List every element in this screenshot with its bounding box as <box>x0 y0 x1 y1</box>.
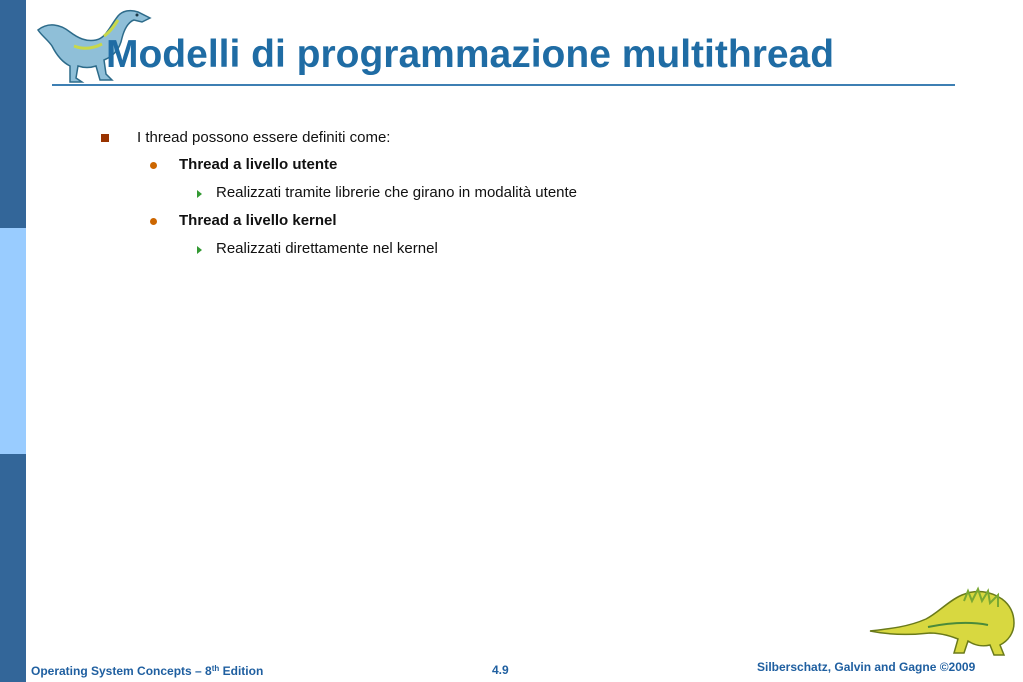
kernel-threads-label: Thread a livello kernel <box>179 212 337 229</box>
dinosaur-icon <box>868 583 1018 658</box>
user-threads-label: Thread a livello utente <box>179 156 338 173</box>
footer-book-sup: th <box>211 664 220 673</box>
bullet-level1-text: I thread possono essere definiti come: <box>137 129 391 146</box>
slide-title: Modelli di programmazione multithread <box>106 33 835 76</box>
user-threads-detail: Realizzati tramite librerie che girano in modalità utente <box>216 184 578 201</box>
side-bar-top <box>0 0 26 228</box>
arrow-bullet-icon <box>197 246 202 254</box>
kernel-threads-detail: Realizzati direttamente nel kernel <box>216 240 438 257</box>
arrow-bullet-icon <box>197 190 202 198</box>
page-number: 4.9 <box>492 663 509 677</box>
footer-book-suffix: Edition <box>219 664 264 678</box>
side-bar <box>0 0 26 682</box>
side-bar-bottom <box>0 454 26 682</box>
dot-bullet-icon <box>150 218 157 225</box>
footer-book-prefix: Operating System Concepts – 8 <box>31 664 212 678</box>
footer-book-title <box>31 664 263 678</box>
side-bar-middle <box>0 228 26 454</box>
square-bullet-icon <box>101 134 109 142</box>
footer-authors: Silberschatz, Galvin and Gagne ©2009 <box>757 660 976 674</box>
title-divider <box>52 84 955 86</box>
dot-bullet-icon <box>150 162 157 169</box>
